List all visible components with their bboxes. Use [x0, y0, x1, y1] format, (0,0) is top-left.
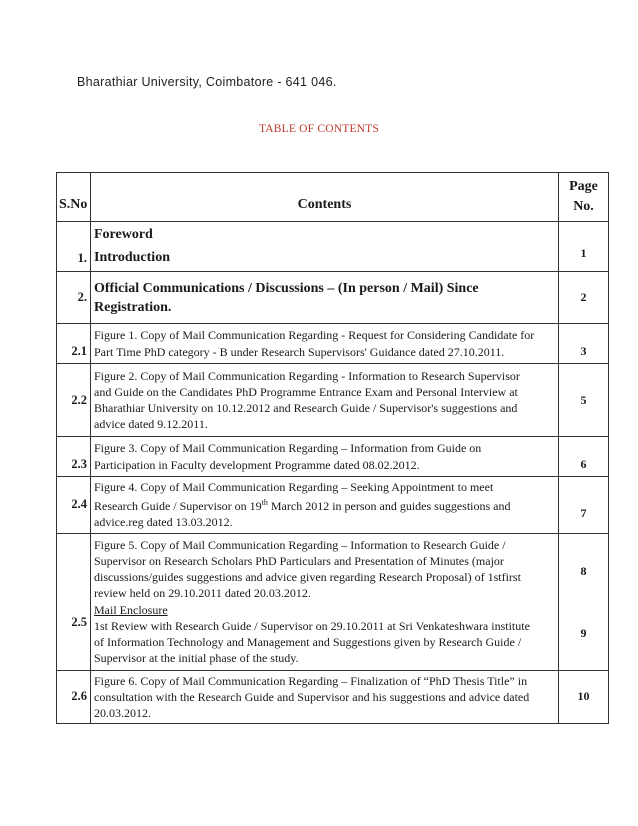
row-page-second: 9	[580, 625, 587, 640]
row-line: Figure 3. Copy of Mail Communication Regarding – Information from Guide on	[94, 441, 482, 456]
row-page-first: 8	[580, 563, 587, 578]
row-line: Figure 1. Copy of Mail Communication Regarding - Request for Considering Candidate for	[94, 328, 535, 343]
row-line: Figure 6. Copy of Mail Communication Regarding – Finalization of “PhD Thesis Title” in	[94, 673, 528, 688]
row-line: Part Time PhD category - B under Research Supervisors' Guidance dated 27.10.2011.	[94, 344, 505, 359]
row-page	[559, 533, 609, 670]
row-line: of Information Technology and Management and Suggestions given by Research Guide /	[94, 635, 522, 650]
mail-enclosure-text: Mail Enclosure	[94, 602, 168, 617]
row-contents	[91, 477, 559, 534]
sno-header: S.No	[57, 173, 91, 222]
row-contents	[91, 437, 559, 477]
row-line: advice.reg dated 13.03.2012.	[94, 515, 233, 530]
row-line-part: Research Guide / Supervisor on 19	[94, 499, 262, 514]
row-line: Official Communications / Discussions – (In person / Mail) Since	[94, 280, 479, 296]
row-page: 5	[559, 364, 609, 437]
page-header-line1: Page	[569, 179, 598, 194]
table-row	[57, 533, 609, 670]
row-line: Bharathiar University on 10.12.2012 and Research Guide / Supervisor's suggestions and	[94, 401, 518, 415]
row-line: discussions/guides suggestions and advice given regarding Research Proposal) of 1stfirst	[94, 570, 521, 585]
row-contents	[91, 272, 559, 324]
row-page: 10	[559, 670, 609, 724]
table-header-row	[57, 173, 609, 222]
row-line: 1st Review with Research Guide / Supervisor on 29.10.2011 at Sri Venkateshwara institute	[94, 618, 530, 633]
row-contents: Introduction	[91, 246, 559, 272]
row-number: 2.4	[57, 477, 91, 534]
row-number: 2.3	[57, 437, 91, 477]
toc-title: TABLE OF CONTENTS	[258, 123, 380, 135]
row-page: 7	[559, 477, 609, 534]
row-line: consultation with the Research Guide and Supervisor and his suggestions and advice dated	[94, 689, 530, 704]
row-contents	[91, 364, 559, 437]
row-page: 2	[559, 272, 609, 324]
row-number: 2.2	[57, 364, 91, 437]
row-line	[94, 495, 555, 514]
row-line: Figure 4. Copy of Mail Communication Regarding – Seeking Appointment to meet	[94, 480, 494, 494]
table-row	[57, 272, 609, 324]
university-header: Bharathiar University, Coimbatore - 641 046.	[77, 75, 337, 89]
contents-header: Contents	[91, 173, 559, 222]
row-page: 6	[559, 437, 609, 477]
foreword-text: Foreword	[91, 222, 559, 246]
row-line-part: March 2012 in person and guides suggestions and	[267, 499, 511, 514]
row-contents	[91, 670, 559, 724]
row-line: advice dated 9.12.2011.	[94, 417, 208, 432]
row-line: Supervisor at the initial phase of the study.	[94, 651, 299, 666]
row-page: 3	[559, 324, 609, 364]
table-row	[57, 324, 609, 364]
table-row	[57, 477, 609, 534]
table-row	[57, 246, 609, 272]
row-line: review held on 29.10.2011 dated 20.03.2012.	[94, 586, 311, 601]
mail-enclosure-label	[94, 602, 555, 618]
row-number: 1.	[57, 246, 91, 272]
table-row	[57, 670, 609, 724]
row-line: Figure 2. Copy of Mail Communication Regarding - Information to Research Supervisor	[94, 368, 520, 383]
row-line: 20.03.2012.	[94, 706, 151, 721]
row-contents	[91, 324, 559, 364]
row-number: 2.	[57, 272, 91, 324]
row-line: Participation in Faculty development Programme dated 08.02.2012.	[94, 457, 420, 472]
row-number: 2.6	[57, 670, 91, 724]
row-contents	[91, 533, 559, 670]
table-row	[57, 364, 609, 437]
row-line: and Guide on the Candidates PhD Programme Entrance Exam and Personal Interview at	[94, 384, 518, 399]
toc-table	[56, 172, 609, 724]
table-row	[57, 437, 609, 477]
row-line: Supervisor on Research Scholars PhD Particulars and Presentation of Minutes (major	[94, 554, 504, 568]
row-line: Registration.	[94, 299, 172, 315]
superscript: th	[261, 498, 268, 508]
page-no-header	[559, 173, 609, 222]
row-page: 1	[559, 246, 609, 272]
row-number: 2.1	[57, 324, 91, 364]
table-row	[57, 222, 609, 246]
row-number: 2.5	[57, 533, 91, 670]
row-line: Figure 5. Copy of Mail Communication Regarding – Information to Research Guide /	[94, 537, 506, 552]
page-header-line2: No.	[573, 199, 594, 214]
